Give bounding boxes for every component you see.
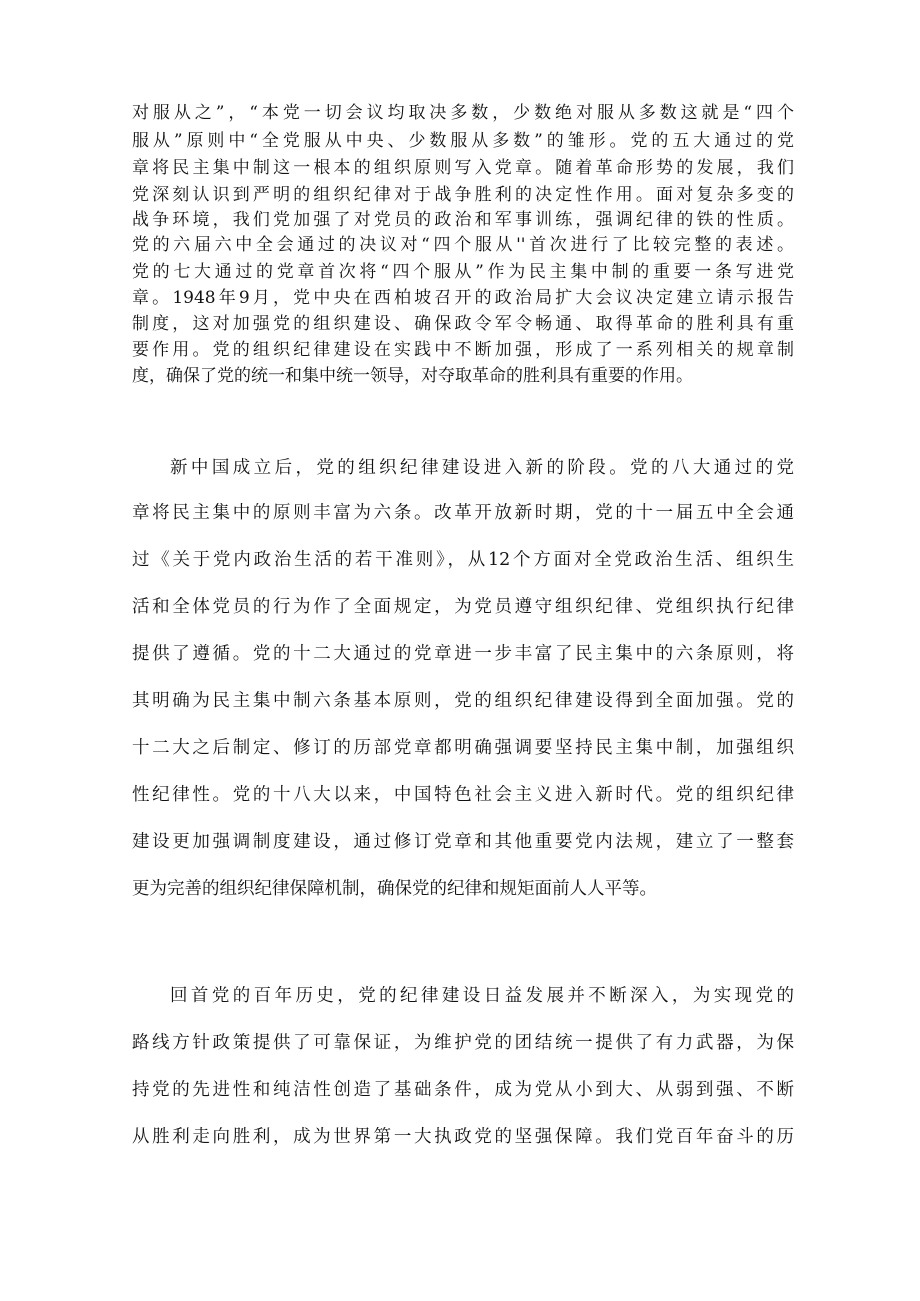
text-line: 对服从之”，“本党一切会议均取决多数，少数绝对服从多数这就是“四个 — [132, 103, 794, 123]
text-line: 新中国成立后，党的组织纪律建设进入新的阶段。党的八大通过的党 — [170, 458, 794, 478]
text-line: 章将民主集中制这一根本的组织原则写入党章。随着革命形势的发展，我们 — [132, 158, 794, 178]
text-line: 活和全体党员的行为作了全面规定，为党员遵守组织纪律、党组织执行纪律 — [132, 597, 794, 617]
text-line: 其明确为民主集中制六条基本原则，党的组织纪律建设得到全面加强。党的 — [132, 691, 794, 711]
text-line: 服从”原则中“全党服从中央、少数服从多数”的雏形。党的五大通过的党 — [132, 131, 794, 151]
text-line: 提供了遵循。党的十二大通过的党章进一步丰富了民主集中的六条原则，将 — [132, 644, 794, 664]
text-line: 过《关于党内政治生活的若干准则》，从12个方面对全党政治生活、组织生 — [132, 550, 794, 570]
text-line: 回首党的百年历史，党的纪律建设日益发展并不断深入，为实现党的 — [170, 986, 794, 1006]
text-line: 党的七大通过的党章首次将“四个服从”作为民主集中制的重要一条写进党 — [132, 262, 794, 282]
text-line: 从胜利走向胜利，成为世界第一大执政党的坚强保障。我们党百年奋斗的历 — [132, 1127, 794, 1147]
text-line: 建设更加强调制度建设，通过修订党章和其他重要党内法规，建立了一整套 — [132, 832, 794, 852]
text-line: 章将民主集中的原则丰富为六条。改革开放新时期，党的十一届五中全会通 — [132, 503, 794, 523]
text-line: 更为完善的组织纪律保障机制，确保党的纪律和规矩面前人人平等。 — [132, 879, 657, 899]
text-line: 路线方针政策提供了可靠保证，为维护党的团结统一提供了有力武器，为保 — [132, 1033, 794, 1053]
text-line: 制度，这对加强党的组织建设、确保政令军令畅通、取得革命的胜利具有重 — [132, 314, 794, 334]
text-line: 章。1948年9月，党中央在西柏坡召开的政治局扩大会议决定建立请示报告 — [132, 288, 794, 308]
text-line: 性纪律性。党的十八大以来，中国特色社会主义进入新时代。党的组织纪律 — [132, 785, 794, 805]
text-line: 持党的先进性和纯洁性创造了基础条件，成为党从小到大、从弱到强、不断 — [132, 1080, 794, 1100]
text-line: 党的六届六中全会通过的决议对“四个服从''首次进行了比较完整的表述。 — [132, 235, 794, 255]
text-line: 党深刻认识到严明的组织纪律对于战争胜利的决定性作用。面对复杂多变的 — [132, 185, 794, 205]
text-line: 战争环境，我们党加强了对党员的政治和军事训练，强调纪律的铁的性质。 — [132, 210, 794, 230]
text-line: 要作用。党的组织纪律建设在实践中不断加强，形成了一系列相关的规章制 — [132, 340, 794, 360]
text-line: 度，确保了党的统一和集中统一领导，对夺取革命的胜利具有重要的作用。 — [132, 366, 693, 386]
text-line: 十二大之后制定、修订的历部党章都明确强调要坚持民主集中制，加强组织 — [132, 738, 794, 758]
